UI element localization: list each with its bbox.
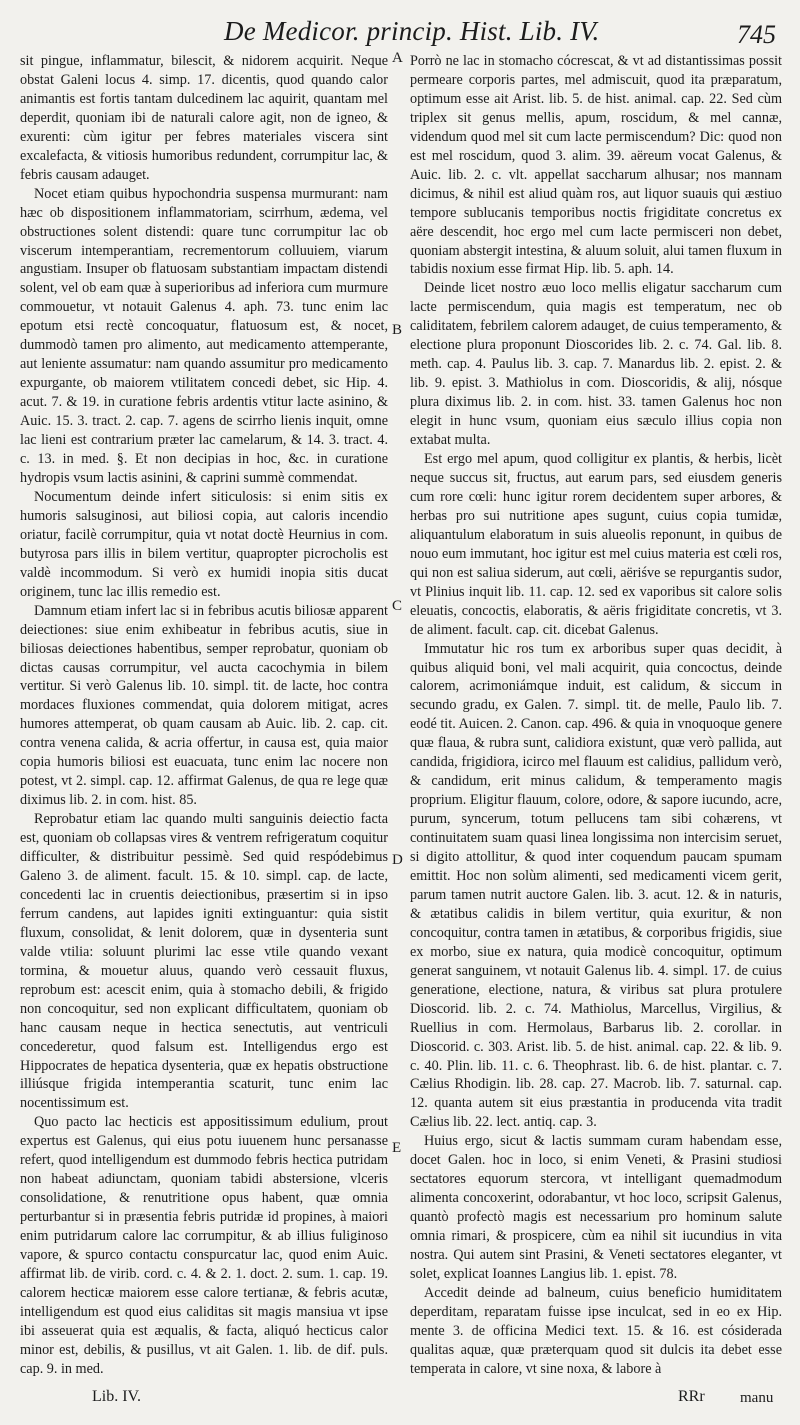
footer-book-label: Lib. IV. [92,1388,142,1405]
paragraph: Damnum etiam infert lac si in febribus acutis biliosæ apparent deiectiones: siue enim exhibeatur in febribus acutis, siue in biliosas deiectiones habentibus, semper reprobatur, quoniam ob dictas causas corrumpitur, vel aucta cacochymia in bilem vertitur. Si verò Galenus lib. 10. simpl. tit. de lacte, hoc contra mordaces fluxiones commendat, quia dolorem mitigat, acres humores attemperat, ob quam causam ab Auic. lib. 2. cap. cit. contra venena calida, & acria offertur, in causa est, quia maior copia humoris biliosi est euacuata, tunc enim lac nocere non potest, vt 2. simpl. cap. 12. affirmat Galenus, de qua re lege quæ diximus lib. 2. in com. hist. 85. [20,602,388,809]
paragraph: sit pingue, inflammatur, bilescit, & nidorem acquirit. Neque obstat Galeni locus 4. simp. 17. dicentis, quod quando calor animantis est fortis tantam dulcedinem lac aquirit, quantam mel deperdit, quoniam ibi de naturali calore agit, non de igneo, & exurenti: cùm igitur per febres materiales viscera sint excalefacta, & vitiosis humoribus redundent, corrumpitur lac, & febris causam adauget. [20,53,388,183]
paragraph: Immutatur hic ros tum ex arboribus super quas decidit, à quibus aliquid boni, vel mali acquirit, quia concoctus, deinde calorem, acrimoniámque induit, est calidum, & siccum in secundo gradu, ex Galen. 7. simpl. tit. de melle, Paulo lib. 7. eodé tit. Auicen. 2. Canon. cap. 496. & quia in vnoquoque genere quæ flaua, & rubra sunt, calidiora existunt, quæ verò pallida, aut candida, frigidiora, icirco mel flauum est calidius, pallidum verò, & candidum, erit minus calidum, & temperamento magis proprium. Eligitur flauum, colore, odore, & sapore iucundo, acre, purum, syncerum, totum pellucens tam sibi cohærens, vt continuitatem suam quasi linea longissima non intercisim seruet, si digito attollitur, & quod inter coquendum paucam spumam emittit. Hoc non solùm alimenti, sed medicamenti vicem gerit, parum tamen nutrit auctore Galen. lib. 3. acut. 12. & in naturis, & ætatibus calidis in bilem vertitur, quia exuritur, & non concoquitur, contra tamen in ætatibus, & corporibus frigidis, siue ex morbo, siue ex natura, quia modicè concoquitur, optimum generat sanguinem, vt notauit Galenus lib. 4. simpl. 17. de cuius generatione, electione, natura, & viribus sat plura protulere Dioscorid. lib. 2. c. 74. Mathiolus, Marcellus, Virgilius, & Ruellius in com. Hermolaus, Barbarus lib. 2. corollar. in Dioscorid. c. 303. Arist. lib. 5. de hist. animal. cap. 22. & lib. 9. c. 40. Plin. lib. 11. c. 6. Theophrast. lib. 6. de hist. plantar. c. 7. Cælius Rhodigin. lib. 28. cap. 27. Macrob. lib. 7. saturnal. cap. 12. quanta autem sit eius præstantia in producenda vita tradit Cælius lib. 22. lect. antiq. cap. 3. [410,640,782,1131]
page-footer [0,1388,800,1418]
paragraph: Deinde licet nostro æuo loco mellis eligatur saccharum cum lacte permiscendum, quia magis est temperatum, nec ob caliditatem, febrilem calorem adauget, de cuius temperamento, & electione plura proponunt Dioscorides lib. 2. c. 74. Gal. lib. 8. meth. cap. 4. Paulus lib. 3. cap. 7. Manardus lib. 2. epist. 2. & lib. 9. epist. 3. Mathiolus in com. Dioscoridis, & alij, nósque plura diximus lib. 2. in com. hist. 33. tamen Galenus hoc non elegit in hunc vsum, quoniam eius sæculo illius copia non extabat multa. [410,280,782,449]
section-marker-e: E [392,1140,402,1156]
section-markers [388,0,410,1425]
section-marker-c: C [392,598,403,614]
right-column [410,52,782,1379]
paragraph: Porrò ne lac in stomacho cócrescat, & vt ad distantissimas possit permeare corporis partes, mel admiscuit, quod ita præparatum, optimum esse ait Arist. lib. 5. de hist. animal. cap. 22. Sed cùm triplex sit genus mellis, apum, roscidum, & mel cannæ, videndum quod mel sit cum lacte permiscendum? Dic: quod non est mel roscidum, quod 3. alim. 39. aëreum vocat Galenus, & Auic. lib. 2. c. vlt. appellat saccharum alhusar; nos mannam dicimus, & nihil est aliud quàm ros, aut liquor suauis qui æstiuo tempore sublucanis temporibus noctis frigiditate concretus ex aëre descendit, hoc ergo mel cum lacte permisceri non debet, quoniam abstergit intestina, & aluum soluit, alui tamen fluxum in tabidis noxium esse firmat Hip. lib. 5. aph. 14. [410,53,782,278]
section-marker-a: A [392,50,403,66]
section-marker-d: D [392,852,403,868]
paragraph: Est ergo mel apum, quod colligitur ex plantis, & herbis, licèt neque succus sit, fructus, aut earum pars, sed eiusdem generis cum rore cœli: hunc igitur rorem decidentem super arbores, & herbas pro sui nutritione apes sugunt, cuius copia tumidæ, aliquantulum elaboratum in suis alueolis reponunt, in quibus de nouo eum immutant, hoc igitur est mel cuius materia est cœli ros, qui non est saliua siderum, aut cœli, aëriśve se repurgantis sudor, vt Plinius inquit lib. 11. cap. 12. sed ex vaporibus sit calore solis eleuatis, concoctis, elaboratis, & aëris frigiditate concretis, vt 3. de aliment. facult. cap. cit. dicebat Galenus. [410,451,782,638]
signature-mark: RRr [678,1388,705,1405]
paragraph: Quo pacto lac hecticis est appositissimum edulium, prout expertus est Galenus, qui eius potu iuuenem hunc persanasse refert, quod intelligendum est dummodo febris hectica putridam non habeat adiunctam, quoniam tabidi abstersione, vlceris consolidatione, & renutritione opus habent, quæ omnia perturbantur si in præsentia febris putridæ id propines, à maiori enim putridarum calore lac corrumpitur, & ab illius fuliginoso vapore, & spurco contactu conspurcatur lac, quod enim Auic. affirmat lib. de virib. cord. c. 4. & 2. 1. doct. 2. sum. 1. cap. 19. calorem hecticæ maiorem esse calore tertianæ, & febris acutæ, intelligendum est quod eius caliditas sit magis mansiua vt ipse ibi asseuerat quia est æqualis, & facta, aliquó hecticus calor minor est, debilis, & pusillus, vt ait Galen. 1. lib. de dif. puls. cap. 9. in med. [20,1114,388,1377]
section-marker-b: B [392,322,403,338]
paragraph: Reprobatur etiam lac quando multi sanguinis deiectio facta est, quoniam ob collapsas vires & ventrem refrigeratum coquitur difficulter, & distribuitur pessimè. Sed quid respódebimus Galeno 3. de aliment. facult. 15. & 10. simpl. cap. de lacte, concedenti lac in cruentis deiectionibus, præsertim si in ipso ferrum candens, aut lapides igniti extinguantur: quia sistit fluxum, consolidat, & lenit dolorem, quæ in dysenteria sunt valde vtilia: soluunt plurimi lac esse vtile quando vexant tormina, & mouetur aluus, quando verò cessauit fluxus, reprobum est: acescit enim, quia à stomacho debili, & frigido non concoquitur, sed non explicant difficultatem, quoniam ob hanc causam neque in hectica senectutis, aut ventriculi concederetur, quod falsum est. Intelligendus ergo est Hippocrates de hepatica dysenteria, quæ ex hepatis obstructione illiúsque frigida intemperantia scaturit, tunc enim lac nocentissimum est. [20,811,388,1112]
paragraph: Accedit deinde ad balneum, cuius beneficio humiditatem deperditam, reparatam fuisse ipse inculcat, sed in eo ex Hip. mente 3. de officina Medici text. 15. & 16. est cósiderada qualitas aquæ, quæ præterquam quod sit dulcis ita debet esse temperata in calore, vt sine noxa, & labore à [410,1284,782,1377]
page-number: 745 [737,20,776,49]
paragraph: Nocet etiam quibus hypochondria suspensa murmurant: nam hæc ob dispositionem inflammatoriam, scirrhum, ædema, vel obstructiones solent distendi: quare tunc corrumpitur lac ob viscerum intemperantiam, recrementorum colluuiem, viarum angustiam. Insuper ob flatuosam substantiam impactam distendi solent, vel ob eam quæ à superioribus ad inferiora cum murmure commouetur, vt notauit Galenus 4. aph. 73. tunc enim lac epotum etsi rectè concoquatur, flatuosum est, & nocet, dummodò tamen pro alimento, aut medicamento attemperante, aut leniente assumatur: nam quando assumitur pro medicamento expurgante, ob maiorem vtilitatem concedi debet, sic Hip. 4. acut. 7. & 19. in curatione febris ardentis vtitur lacte asinino, & Auic. 15. 3. tract. 2. cap. 7. agens de scirrho lienis inquit, omne lac lieni est contrarium præter lac camelarum, & 14. 3. tract. 4. c. 13. in med. §. Et non decipias in hoc, &c. in curatione hydropis vsum lactis asinini, & caprini summè commendat. [20,185,388,486]
left-column [20,52,388,1379]
paragraph: Nocumentum deinde infert siticulosis: si enim sitis ex humoris salsuginosi, aut biliosi copia, aut caloris incendio oriatur, facilè corrumpitur, quia vt notat doctè Heurnius in com. butyrosa pars illis in bilem vertitur, quapropter picrocholis est valdè incommodum. Si verò ex humidi inopia sitis ducat originem, tunc lac illis remedio est. [20,488,388,600]
paragraph: Huius ergo, sicut & lactis summam curam habendam esse, docet Galen. hoc in loco, si enim Veneti, & Prasini studiosi sectatores equorum stercora, vt intelligant quemadmodum alimenta concoxerint, odorabantur, vt hoc loco, scripsit Galenus, quantò profectò magis est necessarium pro hominum salute omnia rimari, & prospicere, cùm ea nihil sit iucundius in vita nostra. Qui autem sint Prasini, & Veneti sectatores eleganter, vt solet, explicat Ioannes Langius lib. 1. epist. 78. [410,1133,782,1282]
catchword: manu [740,1390,774,1406]
page-title: De Medicor. princip. Hist. Lib. IV. [224,16,600,46]
